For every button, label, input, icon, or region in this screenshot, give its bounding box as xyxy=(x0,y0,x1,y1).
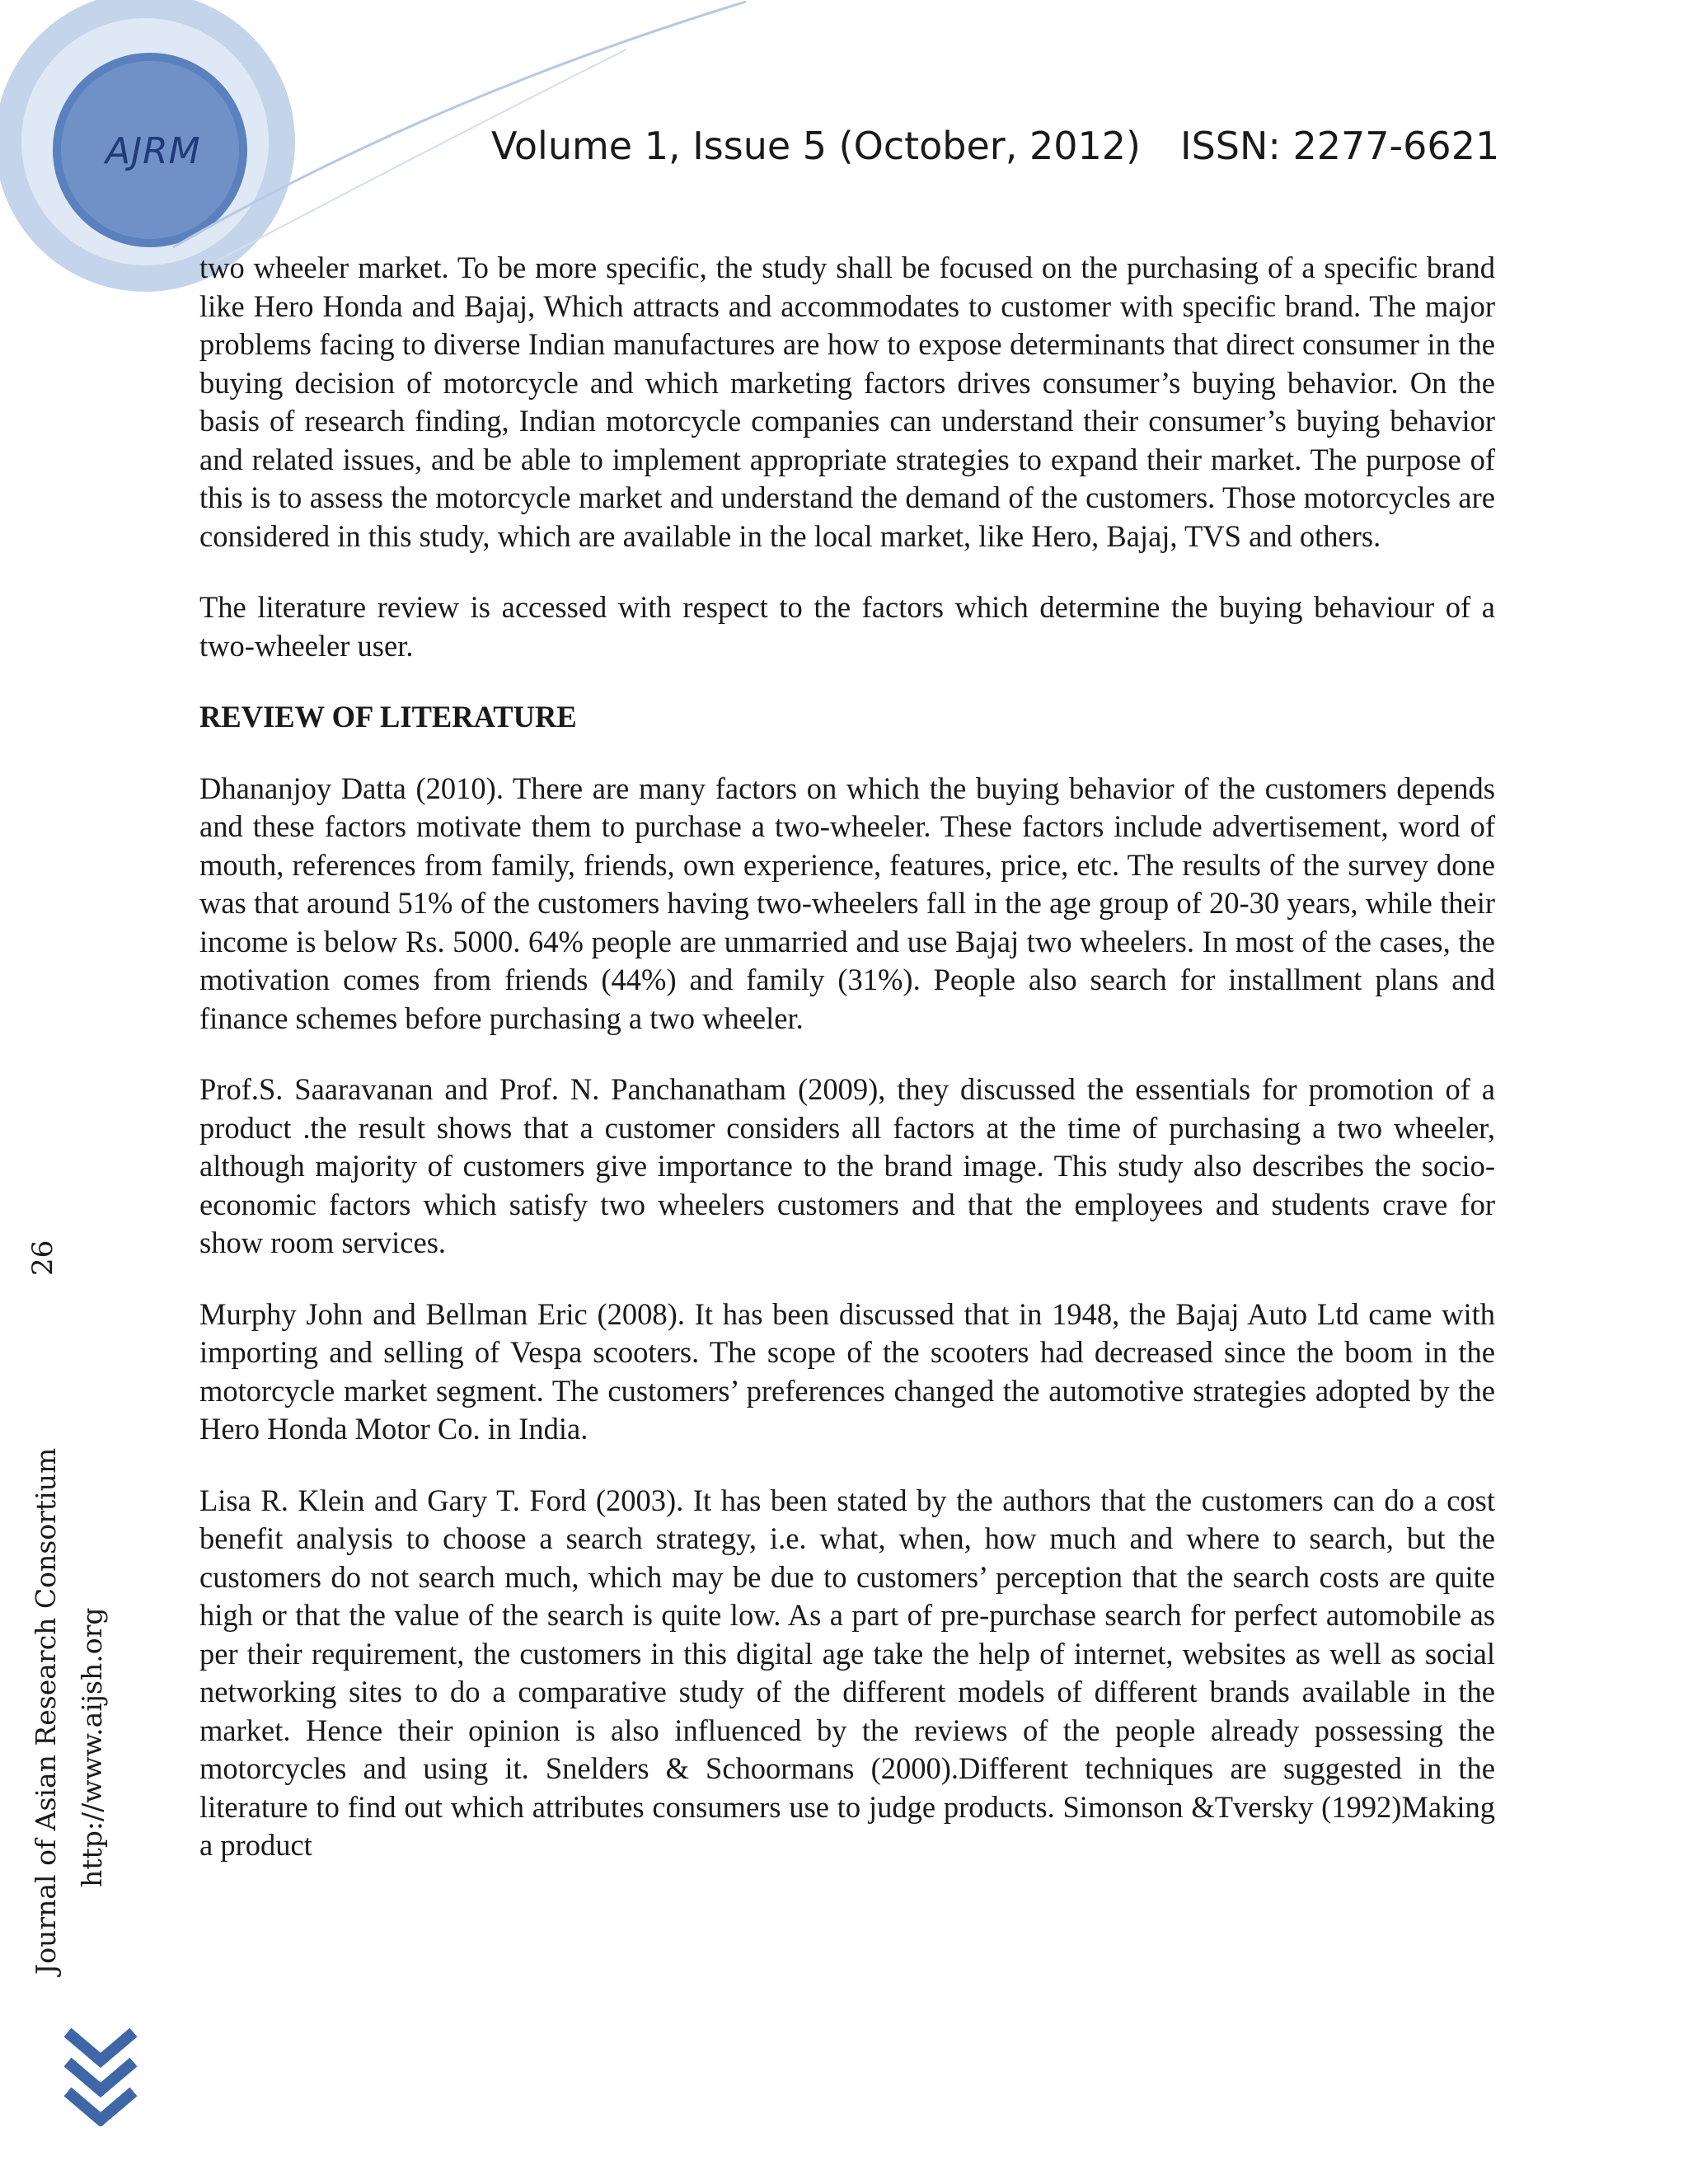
body-paragraph: two wheeler market. To be more specific, the study shall be focused on the purchasing of a specific brand like Hero Honda and Bajaj, Which attracts and accommodates to customer with specific brand. The major problems facing to diverse Indian manufactures are how to expose determinants that direct consumer in the buying decision of motorcycle and which marketing factors drives consumer’s buying behavior. On the basis of research finding, Indian motorcycle companies can understand their consumer’s buying behavior and related issues, and be able to implement appropriate strategies to expand their market. The purpose of this is to assess the motorcycle market and understand the demand of the customers. Those motorcycles are considered in this study, which are available in the local market, like Hero, Bajaj, TVS and others. xyxy=(199,251,1495,553)
page-number: 26 xyxy=(26,1240,59,1276)
double-chevron-down-icon xyxy=(61,2024,140,2126)
body-paragraph: Prof.S. Saaravanan and Prof. N. Panchanatham (2009), they discussed the essentials for promotion of a product .the result shows that a customer considers all factors at the time of purchasing a two wheeler, although majority of customers give importance to the brand image. This study also describes the socio-economic factors which satisfy two wheelers customers and that the employees and students crave for show room services. xyxy=(199,1072,1495,1259)
issue-volume-label: Volume 1, Issue 5 (October, 2012) xyxy=(491,124,1141,168)
journal-url-vertical: http://www.aijsh.org xyxy=(76,1607,108,1887)
issn-label: ISSN: 2277-6621 xyxy=(1180,124,1500,168)
section-heading: REVIEW OF LITERATURE xyxy=(199,700,577,733)
body-paragraph: The literature review is accessed with respect to the factors which determine the buying behaviour of a two-wheeler user. xyxy=(199,590,1495,663)
body-paragraph: Dhananjoy Datta (2010). There are many factors on which the buying behavior of the customers depends and these factors motivate them to purchase a two-wheeler. These factors include advertisement, word of mouth, references from family, friends, own experience, features, price, etc. The results of the survey done was that around 51% of the customers having two-wheelers fall in the age group of 20-30 years, while their income is below Rs. 5000. 64% people are unmarried and use Bajaj two wheelers. In most of the cases, the motivation comes from friends (44%) and family (31%). People also search for installment plans and finance schemes before purchasing a two wheeler. xyxy=(199,771,1495,1035)
body-paragraph: Lisa R. Klein and Gary T. Ford (2003). It has been stated by the authors that the customers can do a cost benefit analysis to choose a search strategy, i.e. what, when, how much and where to search, but the customers do not search much, which may be due to customers’ perception that the search costs are quite high or that the value of the search is quite low. As a part of pre-purchase search for perfect automobile as per their requirement, the customers in this digital age take the help of internet, websites as well as social networking sites to do a comparative study of the different models of different brands available in the market. Hence their opinion is also influenced by the reviews of the people already possessing the motorcycles and using it. Snelders & Schoormans (2000).Different techniques are suggested in the literature to find out which attributes consumers use to judge products. Simonson &Tversky (1992)Making a product xyxy=(199,1483,1495,1862)
body-paragraph: Murphy John and Bellman Eric (2008). It has been discussed that in 1948, the Bajaj Auto Ltd came with importing and selling of Vespa scooters. The scope of the scooters had decreased since the boom in the motorcycle market segment. The customers’ preferences changed the automotive strategies adopted by the Hero Honda Motor Co. in India. xyxy=(199,1296,1495,1446)
journal-name-vertical: Journal of Asian Research Consortium xyxy=(30,1447,62,1975)
article-body xyxy=(199,249,1495,1898)
journal-logo-text: AJRM xyxy=(106,130,201,172)
